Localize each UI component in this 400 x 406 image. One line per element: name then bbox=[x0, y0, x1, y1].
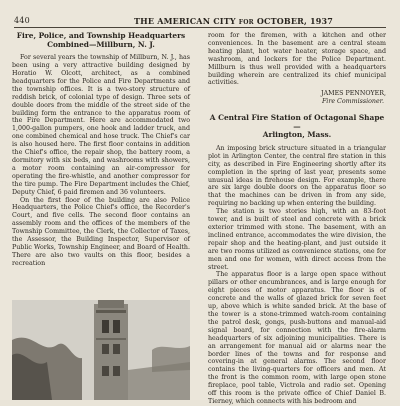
article2-title-line2: Arlington, Mass. bbox=[262, 130, 332, 140]
page-header bbox=[14, 13, 386, 27]
building-photo bbox=[12, 300, 190, 400]
signature-role: Fire Commissioner. bbox=[321, 98, 384, 106]
article1-continued-paragraph: room for the firemen, with a kitchen and other conveniences. In the basement are a central steam heating plant, hot water heater, storage space, and washroom, and lockers for the Police Department. Millburn is thus well provided with a headquarters building wherein are centralized its chief municipal activities. bbox=[208, 32, 386, 87]
article1-title-line2: Combined—Millburn, N. J. bbox=[47, 39, 155, 49]
article2-title-line1: A Central Fire Station of Octagonal Shape— bbox=[209, 113, 385, 131]
article1-paragraph-2: On the first floor of the building are also Police Headquarters, the Police Chief's office, the Recorder's Court, and five cells. The second floor contains an assembly room and the offices of the members of the Township Committee, the Clerk, the Collector of Taxes, the Assessor, the Building Inspector, Supervisor of Public Works, Township Engineer, and Board of Health. There are also two vaults on this floor, besides a recreation bbox=[12, 196, 190, 267]
header-rule bbox=[14, 27, 386, 28]
page-number: 440 bbox=[14, 16, 30, 25]
article1-title-line1: Fire, Police, and Township Headquarters bbox=[16, 31, 186, 40]
magazine-title: THE AMERICAN CITY for OCTOBER, 1937 bbox=[134, 16, 334, 26]
article2-title bbox=[208, 114, 386, 140]
article1-paragraph-1: For several years the township of Millburn, N. J., has been using a very attractive building designed by Horatio W. Olcott, architect, as a combined headquarters for the Police and Fire Departments and the township offices. It is a two-story structure of reddish brick, of colonial type of design. Three sets of double doors from the middle of the street side of the building form the entrance to the apparatus room of the Fire Department. Here are accommodated two 1,000-gallon pumpers, one hook and ladder truck, and one combined chemical and hose truck. The Chief's car is also housed here. The first floor contains in addition the Chief's office, the repair shop, the battery room, a dormitory with six beds, and washrooms with showers, a motor room containing an air-compressor for operating the fire-whistle, and another compressor for the tire pump. The Fire Department includes the Chief, Deputy Chief, 6 paid firemen and 36 volunteers. bbox=[12, 54, 190, 196]
left-column bbox=[12, 32, 190, 268]
article2-paragraph-2: The station is two stories high, with an 83-foot tower, and is built of steel and concrete with a brick exterior trimmed with stone. The basement, with an inclined entrance, accommodates the wire division, the repair shop and the heating-plant, and just outside it are two rooms utilized as convenience stations, one for men and one for women, with direct access from the street. bbox=[208, 208, 386, 271]
right-column bbox=[208, 32, 386, 406]
article2-paragraph-1: An imposing brick structure situated in a triangular plot in Arlington Center, the central fire station in this city, as described in Fire Engineering shortly after its completion in the spring of last year, presents some unusual ideas in firehouse design. For example, there are six large double doors on the apparatus floor so that the machines can be driven in from any side, requiring no backing up when entering the building. bbox=[208, 144, 386, 208]
article1-title bbox=[12, 32, 190, 49]
tower-illustration bbox=[12, 300, 190, 400]
signature-block bbox=[208, 90, 386, 106]
signature-name: JAMES PENNOYER, bbox=[321, 90, 386, 98]
article2-paragraph-3: The apparatus floor is a large open space without pillars or other encumbrances, and is large enough for eight pieces of motor apparatus. The floor is of concrete and the walls of glazed brick for seven feet up, above which is white sanded brick. At the base of the tower is a stone-trimmed watch-room containing the patrol desk, gongs, push-buttons and manual-aid signal board, for connection with the fire-alarm headquarters of six adjoining municipalities. There is an arrangement for manual aid or alarms near the border lines of the towns and for response and covering-in at general alarms. The second floor contains the living-quarters for officers and men. At the front is the common room, with large open stone fireplace, pool table, Victrola and radio set. Opening off this room is the private office of Chief Daniel B. Tierney, which connects with his bedroom and bbox=[208, 271, 386, 405]
